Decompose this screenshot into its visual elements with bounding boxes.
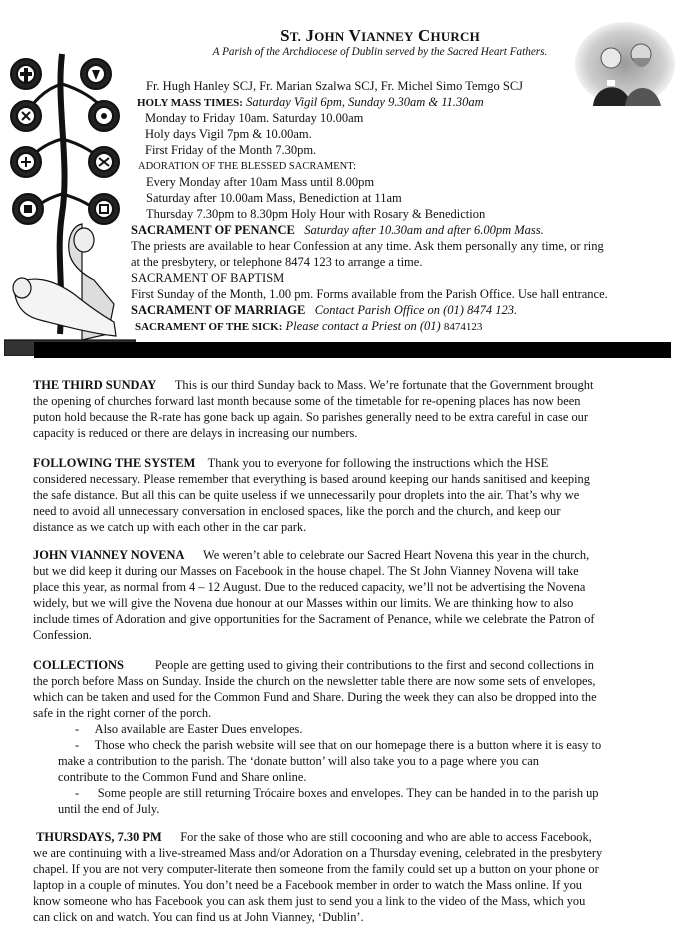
adoration-line-2: Saturday after 10.00am Mass, Benediction at 11am bbox=[146, 191, 402, 205]
article-following-system: FOLLOWING THE SYSTEM Thank you to everyone for following the instructions which the HSE considered necessary. Please remember that everything is based around keeping our hands sanitised and keeping the safe distance. But all this can be quite useless if we unnecessarily pour droplets into the air. That’s why we need to avoid all unnecessary conversation in enclosed spaces, like the porch and the church, and keep our distance as we catch up with each other in the car park. bbox=[33, 456, 590, 534]
adoration-heading: ADORATION OF THE BLESSED SACRAMENT: bbox=[138, 161, 357, 172]
mass-holyday-line: Holy days Vigil 7pm & 10.00am. bbox=[145, 127, 312, 141]
mass-first-friday-line: First Friday of the Month 7.30pm. bbox=[145, 143, 317, 157]
article-collections: COLLECTIONS People are getting used to giving their contributions to the first and second collections in the porch before Mass on Sunday. Inside the church on the newsletter table there are now some sets of envelopes, which can be taken and used for the Common Fund and Share. During the week they can also be dropped into the safe in the right corner of the porch. bbox=[33, 658, 597, 720]
marriage-line: SACRAMENT OF MARRIAGE Contact Parish Office on (01) 8474 123. bbox=[131, 303, 518, 317]
penance-line: SACRAMENT OF PENANCE Saturday after 10.30am and after 6.00pm Mass. bbox=[131, 223, 544, 237]
collections-bullet-2: - Those who check the parish website will see that on our homepage there is a button where it is easy to make a contribution to the parish. The ‘donate button’ will also take you to a page where you can contribute to the Common Fund and Share online. bbox=[58, 738, 602, 784]
article-heading: COLLECTIONS bbox=[33, 658, 124, 672]
collections-bullet-3: - Some people are still returning Trócaire boxes and envelopes. They can be handed in to the parish up until the end of July. bbox=[58, 786, 599, 816]
mass-weekday-line: Monday to Friday 10am. Saturday 10.00am bbox=[145, 111, 364, 125]
baptism-heading: SACRAMENT OF BAPTISM bbox=[131, 271, 285, 285]
article-heading: FOLLOWING THE SYSTEM bbox=[33, 456, 196, 470]
article-thursdays: THURSDAYS, 7.30 PM For the sake of those who are still cocooning and who are able to access Facebook, we are continuing with a live-streamed Mass and/or Adoration on a Thursday evening, celebrated in the presbytery chapel. If you are not very computer-literate then someone from the family could set up a button on your phone or laptop in a couple of minutes. You don’t need be a Facebook member in order to watch the Mass online. If you know someone who has Facebook you can ask them just to send you a link to the video of the Mass, which you can click on and watch. You can find us at John Vianney, ‘Dublin’. bbox=[33, 830, 603, 924]
adoration-line-1: Every Monday after 10am Mass until 8.00pm bbox=[146, 175, 375, 189]
baptism-line: First Sunday of the Month, 1.00 pm. Forms available from the Parish Office. Use hall entrance. bbox=[131, 287, 608, 301]
mass-times-line: HOLY MASS TIMES: Saturday Vigil 6pm, Sunday 9.30am & 11.30am bbox=[137, 95, 484, 109]
article-heading: THURSDAYS, 7.30 PM bbox=[36, 830, 162, 844]
parish-subtitle: A Parish of the Archdiocese of Dublin served by the Sacred Heart Fathers. bbox=[212, 46, 548, 58]
article-novena: JOHN VIANNEY NOVENA We weren’t able to celebrate our Sacred Heart Novena this year in the church, but we did keep it during our Masses on Facebook in the house chapel. The St John Vianney Novena will take place this year, as normal from 4 – 12 August. Due to the reduced capacity, we’ll not be advertising the Novena widely, but we will give the Novena due honour at our Masses within our limits. We are thinking how to also include times of Adoration and give opportunities for the Sacrament of Penance, while we celebrate the Patron of Confession. bbox=[33, 548, 595, 642]
pieta-tree-artwork bbox=[4, 44, 136, 356]
header-divider-bar bbox=[34, 342, 671, 358]
collections-bullet-1: - Also available are Easter Dues envelopes. bbox=[75, 722, 303, 736]
priests-line: Fr. Hugh Hanley SCJ, Fr. Marian Szalwa SCJ, Fr. Michel Simo Temgo SCJ bbox=[146, 79, 524, 93]
penance-line-2: The priests are available to hear Confession at any time. Ask them personally any time, or ring bbox=[131, 239, 604, 253]
sick-line: SACRAMENT OF THE SICK: Please contact a Priest on (01) 8474123 bbox=[135, 319, 483, 333]
article-heading: THE THIRD SUNDAY bbox=[33, 378, 157, 392]
article-heading: JOHN VIANNEY NOVENA bbox=[33, 548, 185, 562]
church-title: ST. JOHN VIANNEY CHURCH bbox=[280, 26, 480, 45]
penance-line-3: at the presbytery, or telephone 8474 123 to arrange a time. bbox=[131, 255, 423, 269]
adoration-line-3: Thursday 7.30pm to 8.30pm Holy Hour with Rosary & Benediction bbox=[146, 207, 486, 221]
article-third-sunday: THE THIRD SUNDAY This is our third Sunday back to Mass. We’re fortunate that the Government brought the opening of churches forward last month because some of the timetable for re-opening places has now been puton hold because the R-rate has gone back up again. So parishes generally need to be extra careful in case our capacity is reduced or there are delays in increasing our numbers. bbox=[33, 378, 594, 440]
